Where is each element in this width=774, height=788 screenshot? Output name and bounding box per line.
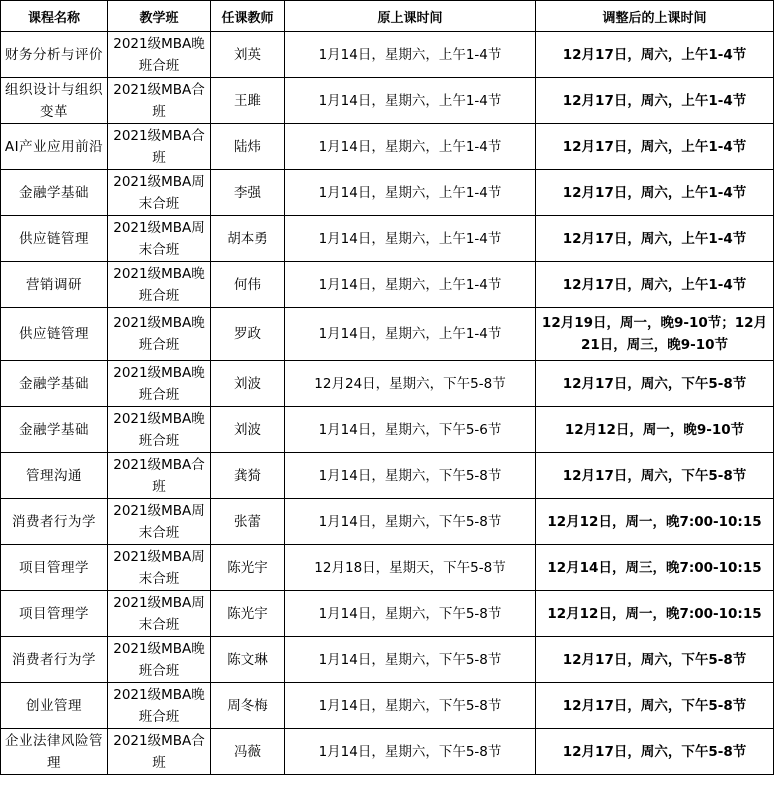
course-cell: 创业管理 [1, 683, 108, 729]
course-cell: 企业法律风险管理 [1, 729, 108, 775]
course-cell: 财务分析与评价 [1, 32, 108, 78]
original-time-cell: 1月14日，星期六，下午5-6节 [285, 407, 536, 453]
header-teacher: 任课教师 [211, 1, 285, 32]
teacher-cell: 陈光宇 [211, 591, 285, 637]
class-cell: 2021级MBA晚班合班 [108, 32, 211, 78]
course-cell: 金融学基础 [1, 361, 108, 407]
original-time-cell: 1月14日，星期六，下午5-8节 [285, 637, 536, 683]
class-cell: 2021级MBA晚班合班 [108, 637, 211, 683]
class-cell: 2021级MBA晚班合班 [108, 262, 211, 308]
table-row [1, 637, 774, 683]
teacher-cell: 李强 [211, 170, 285, 216]
table-row [1, 407, 774, 453]
class-cell: 2021级MBA晚班合班 [108, 683, 211, 729]
class-cell: 2021级MBA周末合班 [108, 170, 211, 216]
header-course: 课程名称 [1, 1, 108, 32]
adjusted-time-cell: 12月12日，周一，晚7:00-10:15 [536, 499, 774, 545]
teacher-cell: 陈文琳 [211, 637, 285, 683]
course-cell: 项目管理学 [1, 591, 108, 637]
class-cell: 2021级MBA周末合班 [108, 545, 211, 591]
header-adjusted-time: 调整后的上课时间 [536, 1, 774, 32]
table-row [1, 124, 774, 170]
course-cell: 项目管理学 [1, 545, 108, 591]
table-row [1, 32, 774, 78]
adjusted-time-cell: 12月12日，周一，晚9-10节 [536, 407, 774, 453]
adjusted-time-cell: 12月12日，周一，晚7:00-10:15 [536, 591, 774, 637]
class-cell: 2021级MBA合班 [108, 124, 211, 170]
course-cell: 供应链管理 [1, 216, 108, 262]
table-row [1, 545, 774, 591]
original-time-cell: 1月14日，星期六，下午5-8节 [285, 591, 536, 637]
table-row [1, 729, 774, 775]
teacher-cell: 刘英 [211, 32, 285, 78]
class-cell: 2021级MBA周末合班 [108, 216, 211, 262]
table-row [1, 499, 774, 545]
original-time-cell: 1月14日，星期六，上午1-4节 [285, 170, 536, 216]
original-time-cell: 1月14日，星期六，下午5-8节 [285, 499, 536, 545]
teacher-cell: 冯薇 [211, 729, 285, 775]
original-time-cell: 1月14日，星期六，上午1-4节 [285, 308, 536, 361]
course-cell: 消费者行为学 [1, 637, 108, 683]
original-time-cell: 1月14日，星期六，上午1-4节 [285, 32, 536, 78]
adjusted-time-cell: 12月17日，周六，上午1-4节 [536, 216, 774, 262]
original-time-cell: 1月14日，星期六，上午1-4节 [285, 78, 536, 124]
adjusted-time-cell: 12月17日，周六，上午1-4节 [536, 32, 774, 78]
class-cell: 2021级MBA周末合班 [108, 499, 211, 545]
course-cell: 营销调研 [1, 262, 108, 308]
course-cell: AI产业应用前沿 [1, 124, 108, 170]
original-time-cell: 1月14日，星期六，上午1-4节 [285, 124, 536, 170]
table-body [1, 32, 774, 775]
adjusted-time-cell: 12月17日，周六，下午5-8节 [536, 453, 774, 499]
header-class: 教学班 [108, 1, 211, 32]
class-cell: 2021级MBA晚班合班 [108, 407, 211, 453]
adjusted-time-cell: 12月19日，周一，晚9-10节；12月21日，周三，晚9-10节 [536, 308, 774, 361]
class-cell: 2021级MBA合班 [108, 78, 211, 124]
adjusted-time-cell: 12月17日，周六，上午1-4节 [536, 78, 774, 124]
table-row [1, 308, 774, 361]
adjusted-time-cell: 12月17日，周六，上午1-4节 [536, 124, 774, 170]
course-cell: 供应链管理 [1, 308, 108, 361]
course-cell: 管理沟通 [1, 453, 108, 499]
teacher-cell: 王雎 [211, 78, 285, 124]
class-cell: 2021级MBA合班 [108, 729, 211, 775]
header-row [1, 1, 774, 32]
adjusted-time-cell: 12月17日，周六，下午5-8节 [536, 683, 774, 729]
teacher-cell: 周冬梅 [211, 683, 285, 729]
teacher-cell: 胡本勇 [211, 216, 285, 262]
teacher-cell: 何伟 [211, 262, 285, 308]
class-cell: 2021级MBA合班 [108, 453, 211, 499]
course-cell: 金融学基础 [1, 170, 108, 216]
teacher-cell: 张蕾 [211, 499, 285, 545]
teacher-cell: 罗政 [211, 308, 285, 361]
header-original-time: 原上课时间 [285, 1, 536, 32]
course-cell: 金融学基础 [1, 407, 108, 453]
teacher-cell: 陆炜 [211, 124, 285, 170]
original-time-cell: 12月18日，星期天，下午5-8节 [285, 545, 536, 591]
original-time-cell: 1月14日，星期六，下午5-8节 [285, 683, 536, 729]
table-row [1, 591, 774, 637]
table-row [1, 683, 774, 729]
class-cell: 2021级MBA周末合班 [108, 591, 211, 637]
table-row [1, 453, 774, 499]
course-cell: 组织设计与组织变革 [1, 78, 108, 124]
course-cell: 消费者行为学 [1, 499, 108, 545]
adjusted-time-cell: 12月14日，周三，晚7:00-10:15 [536, 545, 774, 591]
table-row [1, 262, 774, 308]
adjusted-time-cell: 12月17日，周六，上午1-4节 [536, 170, 774, 216]
original-time-cell: 1月14日，星期六，下午5-8节 [285, 729, 536, 775]
table-row [1, 78, 774, 124]
adjusted-time-cell: 12月17日，周六，上午1-4节 [536, 262, 774, 308]
original-time-cell: 1月14日，星期六，上午1-4节 [285, 262, 536, 308]
adjusted-time-cell: 12月17日，周六，下午5-8节 [536, 729, 774, 775]
teacher-cell: 陈光宇 [211, 545, 285, 591]
adjusted-time-cell: 12月17日，周六，下午5-8节 [536, 637, 774, 683]
table-row [1, 216, 774, 262]
original-time-cell: 12月24日，星期六，下午5-8节 [285, 361, 536, 407]
original-time-cell: 1月14日，星期六，下午5-8节 [285, 453, 536, 499]
teacher-cell: 刘波 [211, 361, 285, 407]
original-time-cell: 1月14日，星期六，上午1-4节 [285, 216, 536, 262]
teacher-cell: 龚猗 [211, 453, 285, 499]
class-cell: 2021级MBA晚班合班 [108, 308, 211, 361]
table-row [1, 170, 774, 216]
teacher-cell: 刘波 [211, 407, 285, 453]
class-cell: 2021级MBA晚班合班 [108, 361, 211, 407]
table-row [1, 361, 774, 407]
adjusted-time-cell: 12月17日，周六，下午5-8节 [536, 361, 774, 407]
